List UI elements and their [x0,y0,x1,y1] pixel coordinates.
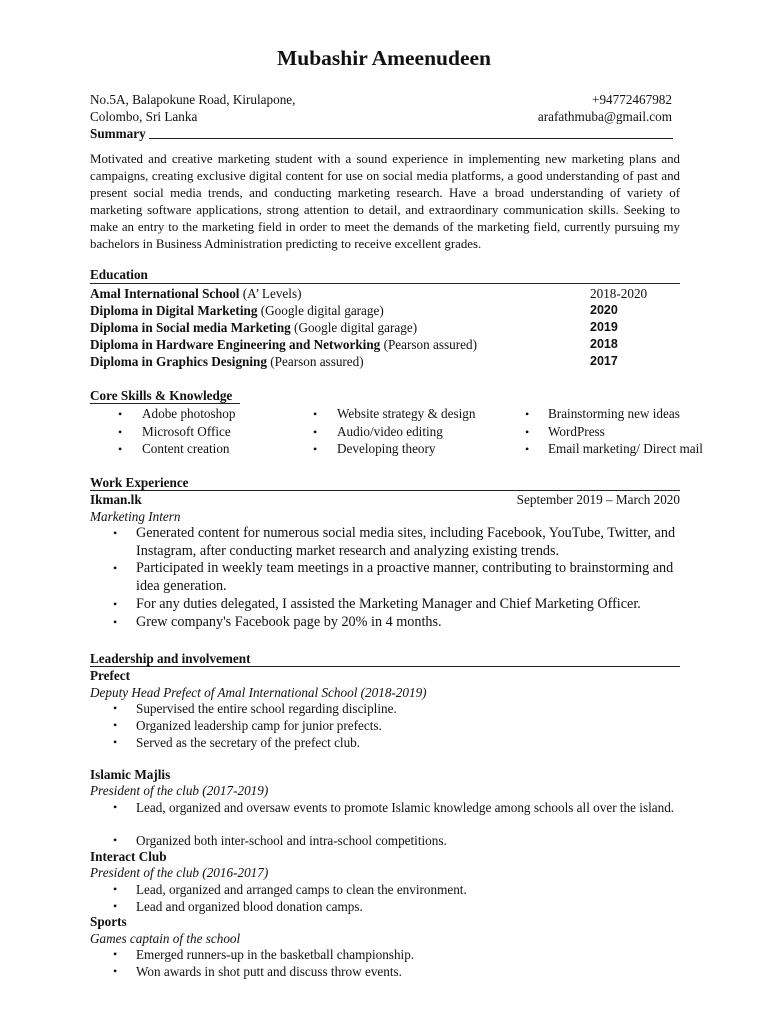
list-item [113,734,676,751]
prefect-bullet-text: Supervised the entire school regarding discipline. [136,701,397,716]
phone-number: +94772467982 [592,92,672,107]
summary-text: Motivated and creative marketing student with a sound experience in implementing new marketing plans and campaigns, creating exclusive digital content for use on social media platforms, a good understanding of past and present social media trends, and conducting marketing research. Have a broad understanding of variety of marketing software applications, strong attention to detail, and extraordinary communication skills. Seeking to make an entry to the marketing field in order to meet the demands of the marketing field, currently pursuing my bachelors in Business Administration predicting to receive excellent grades. [90,152,680,251]
address-line-1: No.5A, Balapokune Road, Kirulapone, [90,92,296,107]
email-address: arafathmuba@gmail.com [537,109,672,124]
bullet-icon: • [313,442,318,456]
bullet-icon: • [118,425,123,439]
education-item-detail: (Google digital garage) [257,303,384,318]
summary-heading: Summary [90,126,146,141]
summary-underline [149,138,673,139]
majlis-bullet-text: Organized both inter-school and intra-school competitions. [136,833,447,848]
majlis-title: Islamic Majlis [90,767,171,782]
education-item-detail: (Pearson assured) [380,337,477,352]
skill-item: WordPress [548,424,605,439]
bullet-icon: • [113,882,118,896]
prefect-role: Deputy Head Prefect of Amal International School (2018-2019) [90,685,427,700]
education-item-name: Diploma in Digital Marketing [90,303,258,318]
skill-item: Microsoft Office [142,424,231,439]
education-item [90,319,417,336]
work-company: Ikman.lk [90,492,142,507]
bullet-icon: • [525,425,530,439]
bullet-icon: • [113,947,118,961]
education-item-name: Diploma in Social media Marketing [90,320,291,335]
bullet-icon: • [113,718,118,732]
list-item [113,946,676,963]
sports-bullet-text: Emerged runners-up in the basketball championship. [136,947,415,962]
bullet-icon: • [113,615,118,629]
interact-title: Interact Club [90,849,167,864]
education-heading: Education [90,267,148,282]
skill-item: Brainstorming new ideas [548,406,680,421]
interact-bullet-text: Lead and organized blood donation camps. [136,899,363,914]
list-item [113,596,696,614]
education-item [90,302,384,319]
bullet-icon: • [118,442,123,456]
education-item [90,285,301,302]
bullet-icon: • [313,407,318,421]
sports-bullet-text: Won awards in shot putt and discuss throw events. [136,964,402,979]
list-item [113,525,682,560]
list-item [113,614,682,632]
prefect-bullet-text: Organized leadership camp for junior prefects. [136,718,382,733]
skill-item: Email marketing/ Direct mail [548,441,703,456]
list-item [113,700,676,717]
skill-item: Adobe photoshop [142,406,236,421]
bullet-icon: • [113,964,118,978]
list-item [113,898,676,915]
work-bullet-text: Participated in weekly team meetings in a proactive manner, contributing to brainstorming and idea generation. [136,560,674,594]
education-item-year: 2017 [590,354,618,368]
skill-item: Developing theory [337,441,436,456]
leadership-heading: Leadership and involvement [90,651,251,666]
education-item-name: Amal International School [90,286,240,301]
majlis-role: President of the club (2017-2019) [90,783,269,798]
education-item [90,336,477,353]
education-item-year: 2018 [590,337,618,351]
list-item [113,963,676,980]
resume-name: Mubashir Ameenudeen [276,46,492,70]
work-bullet-text: For any duties delegated, I assisted the Marketing Manager and Chief Marketing Officer. [136,596,641,612]
list-item [113,881,676,898]
bullet-icon: • [525,442,530,456]
interact-bullet-text: Lead, organized and arranged camps to clean the environment. [136,882,467,897]
skills-heading: Core Skills & Knowledge [90,388,233,403]
education-item-detail: (A’ Levels) [239,286,302,301]
bullet-icon: • [113,800,118,814]
list-item [113,560,682,595]
bullet-icon: • [113,899,118,913]
education-item-year: 2018-2020 [590,286,648,301]
list-item [113,799,678,816]
work-bullet-text: Generated content for numerous social media sites, including Facebook, YouTube, Twitter, and Instagram, after conducting market research and analyzing existing trends. [136,525,676,559]
work-dates: September 2019 – March 2020 [516,492,680,507]
work-bullet-text: Grew company's Facebook page by 20% in 4 months. [136,614,442,630]
bullet-icon: • [113,701,118,715]
bullet-icon: • [113,561,118,575]
skill-item: Content creation [142,441,230,456]
work-role: Marketing Intern [90,509,181,524]
education-item-name: Diploma in Hardware Engineering and Networking [90,337,381,352]
education-item-detail: (Google digital garage) [290,320,418,335]
bullet-icon: • [113,597,118,611]
education-item-year: 2019 [590,320,618,334]
education-item-name: Diploma in Graphics Designing [90,354,267,369]
list-item [113,832,678,849]
work-heading: Work Experience [90,475,189,490]
education-item [90,353,364,370]
bullet-icon: • [113,735,118,749]
bullet-icon: • [525,407,530,421]
prefect-title: Prefect [90,668,131,683]
bullet-icon: • [118,407,123,421]
skills-rule [90,403,240,404]
sports-role: Games captain of the school [90,931,241,946]
bullet-icon: • [313,425,318,439]
education-rule [90,283,680,284]
skill-item: Website strategy & design [337,406,476,421]
interact-role: President of the club (2016-2017) [90,865,269,880]
address-line-2: Colombo, Sri Lanka [90,109,198,124]
sports-title: Sports [90,914,127,929]
education-item-detail: (Pearson assured) [266,354,364,369]
majlis-bullet-text: Lead, organized and oversaw events to promote Islamic knowledge among schools all over the island. [136,800,675,815]
education-item-year: 2020 [590,303,618,317]
skill-item: Audio/video editing [337,424,443,439]
bullet-icon: • [113,833,118,847]
prefect-bullet-text: Served as the secretary of the prefect club. [136,735,361,750]
bullet-icon: • [113,526,118,540]
list-item [113,717,676,734]
leadership-rule [90,666,680,667]
